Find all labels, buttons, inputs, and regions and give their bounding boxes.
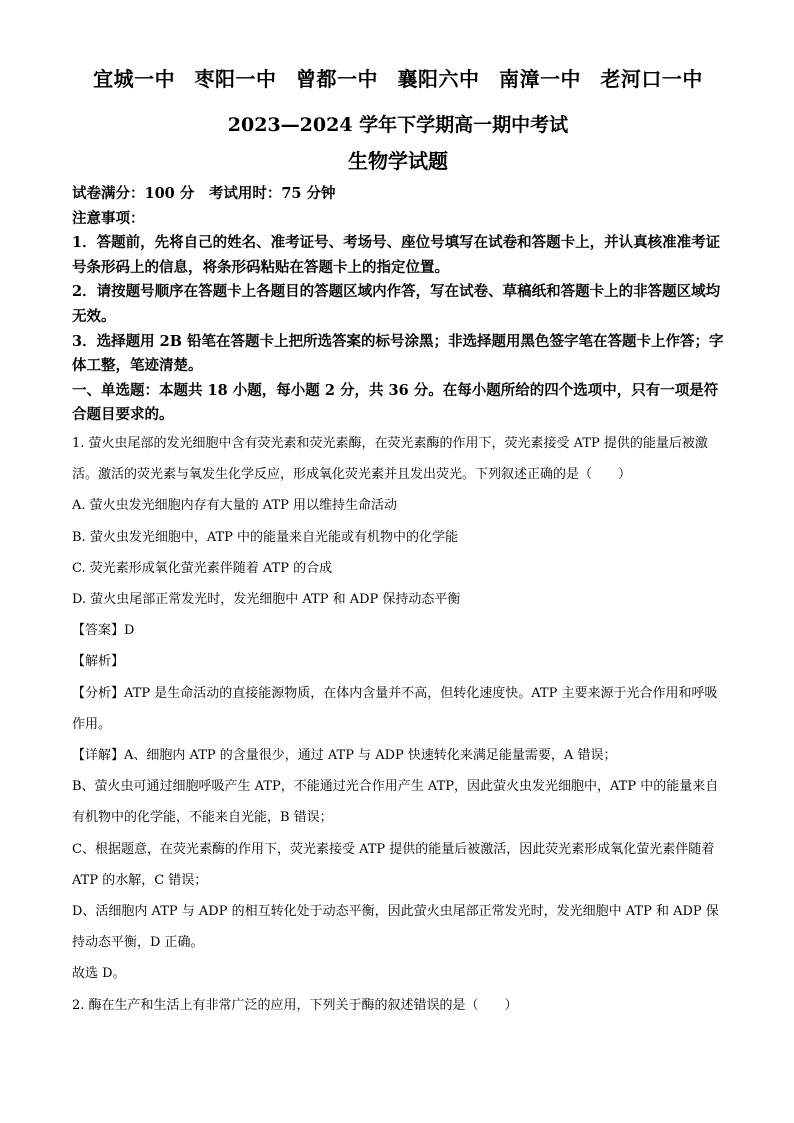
detail-line: C、根据题意，在荧光素酶的作用下，荧光素接受 ATP 提供的能量后被激活，因此荧光素形成氧化萤光素伴随着 ATP 的水解，C 错误；	[72, 841, 715, 888]
section-heading: 一、单选题：本题共 18 小题，每小题 2 分，共 36 分。在每小题所给的四个选项中，只有一项是符合题目要求的。	[72, 381, 719, 424]
schools-header	[72, 62, 724, 96]
notice-item: 1．答题前，先将自己的姓名、准考证号、考场号、座位号填写在试卷和答题卡上，并认真核准准考证号条形码上的信息，将条形码粘贴在答题卡上的指定位置。	[72, 234, 721, 276]
detail-line: D、活细胞内 ATP 与 ADP 的相互转化处于动态平衡，因此萤火虫尾部正常发光时，发光细胞中 ATP 和 ADP 保持动态平衡，D 正确。	[72, 903, 719, 951]
detail-line: B、萤火虫可通过细胞呼吸产生 ATP，不能通过光合作用产生 ATP，因此萤火虫发光细胞中，ATP 中的能量来自有机物中的化学能，不能来自光能，B 错误；	[72, 779, 719, 826]
notice-item: 2．请按题号顺序在答题卡上各题目的答题区域内作答，写在试卷、草稿纸和答题卡上的非答题区域均无效。	[72, 283, 721, 325]
score-time: 试卷满分：100 分 考试用时：75 分钟	[72, 185, 336, 202]
analysis-heading: 【解析】	[72, 654, 125, 670]
school-name: 老河口一中	[600, 67, 703, 91]
exam-title: 2023—2024 学年下学期高一期中考试	[227, 114, 569, 136]
school-name: 枣阳一中	[194, 67, 277, 91]
question-stem: 1. 萤火虫尾部的发光细胞中含有荧光素和荧光素酶，在荧光素酶的作用下，荧光素接受 ATP 提供的能量后被激活。激活的荧光素与氧发生化学反应，形成氧化荧光素并且发出荧光。下列叙述正确的是（ ）	[72, 435, 708, 483]
subject-title: 生物学试题	[348, 149, 448, 173]
analysis-text: 【分析】ATP 是生命活动的直接能源物质，在体内含量并不高，但转化速度快。ATP 主要来源于光合作用和呼吸作用。	[72, 685, 718, 732]
answer: 【答案】D	[72, 623, 135, 639]
option-a: A. 萤火虫发光细胞内存有大量的 ATP 用以维持生命活动	[72, 498, 398, 514]
option-b: B. 萤火虫发光细胞中，ATP 中的能量来自光能或有机物中的化学能	[72, 529, 459, 545]
exam-page	[72, 62, 724, 1021]
school-name: 曾都一中	[296, 67, 379, 91]
school-name: 宜城一中	[93, 67, 176, 91]
question-stem: 2. 酶在生产和生活上有非常广泛的应用，下列关于酶的叙述错误的是（ ）	[72, 997, 518, 1013]
detail-line: 【详解】A、细胞内 ATP 的含量很少，通过 ATP 与 ADP 快速转化来满足能量需要，A 错误；	[72, 747, 617, 763]
notice-heading: 注意事项：	[72, 209, 145, 227]
school-name: 襄阳六中	[397, 67, 480, 91]
conclusion: 故选 D。	[72, 966, 126, 982]
option-d: D. 萤火虫尾部正常发光时，发光细胞中 ATP 和 ADP 保持动态平衡	[72, 591, 461, 607]
school-name: 南漳一中	[498, 67, 581, 91]
notice-item: 3．选择题用 2B 铅笔在答题卡上把所选答案的标号涂黑；非选择题用黑色签字笔在答题卡上作答；字体工整，笔迹清楚。	[72, 332, 724, 375]
option-c: C. 荧光素形成氧化萤光素伴随着 ATP 的合成	[72, 560, 333, 576]
